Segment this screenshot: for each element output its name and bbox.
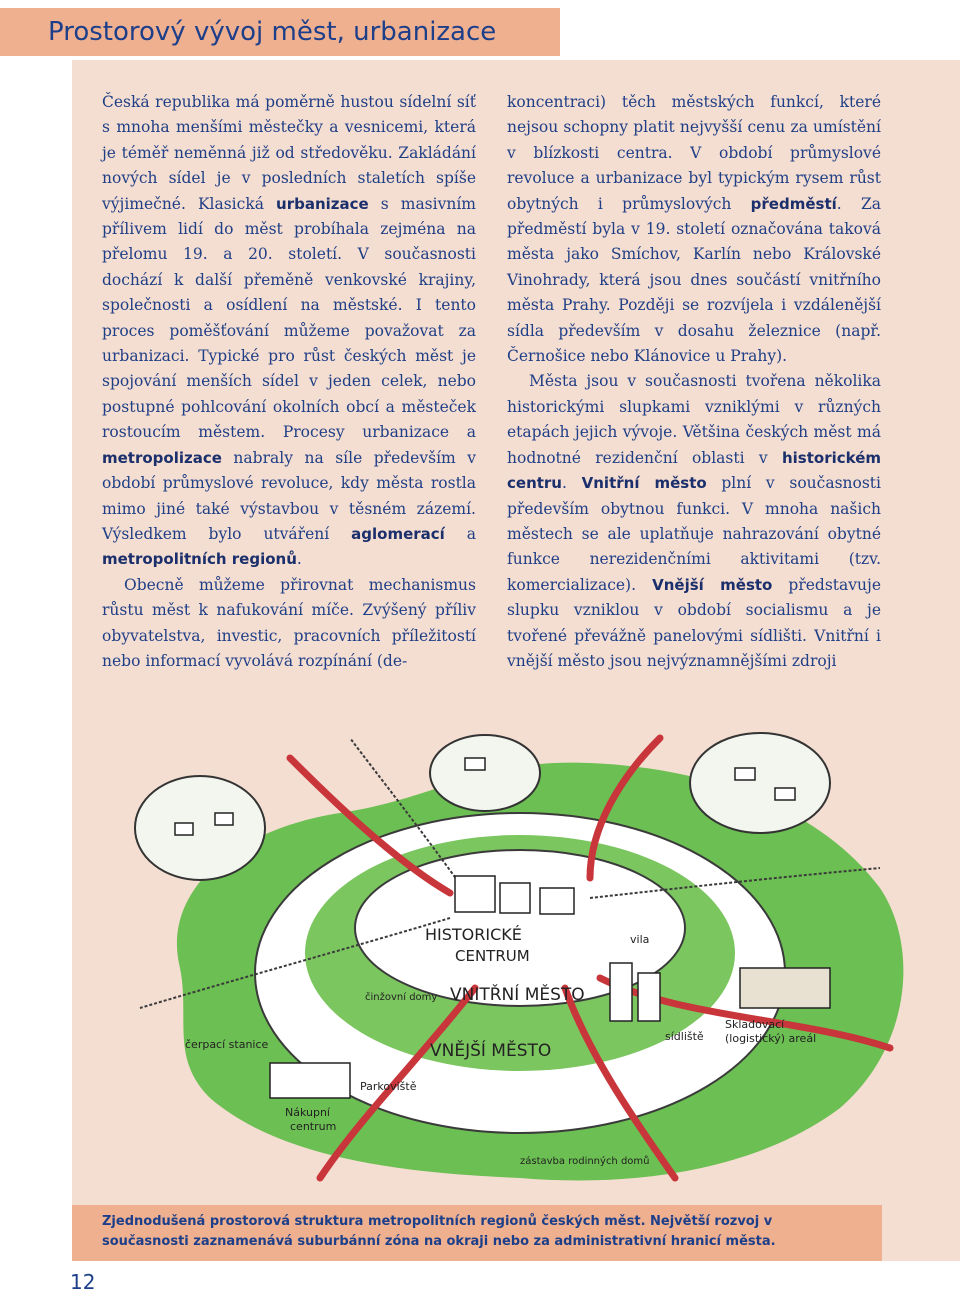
paragraph	[507, 369, 881, 674]
right-column	[507, 90, 881, 674]
keyword-vnitrni-mesto: Vnitřní město	[581, 474, 707, 493]
label-cerpaci-stanice: čerpací stanice	[185, 1038, 269, 1051]
text-run: .	[562, 474, 582, 493]
house	[775, 788, 795, 800]
satellite-settlement	[135, 776, 265, 880]
shopping-centre	[270, 1063, 350, 1098]
keyword-urbanizace: urbanizace	[276, 194, 369, 213]
panel-block	[610, 963, 632, 1021]
text-run: nabraly na síle především v období průmyslové revoluce, kdy města rostla mimo jiné také výstavbou v těsném zázemí. Výsledkem bylo utváření	[102, 448, 476, 543]
label-logisticky-areal: (logistický) areál	[725, 1032, 817, 1045]
label-centrum-nakupni: centrum	[290, 1120, 337, 1133]
paragraph	[102, 90, 476, 573]
text-run: plní v současnosti především obytnou funkci. V mnoha našich městech se ale uplatňuje nahrazování obytné funkce nerezidenčními aktivitami (tzv. komercializace).	[507, 474, 881, 594]
text-run: představuje slupku vzniklou v období socialismu a je tvořené převážně panelovými sídlišti. Vnitřní i vnější město jsou nejvýznamnějšími zdroji	[507, 575, 881, 670]
label-vnitrni-mesto: VNITŘNÍ MĚSTO	[450, 985, 585, 1005]
keyword-aglomeraci: aglomerací	[351, 524, 445, 543]
house	[215, 813, 233, 825]
warehouse	[740, 968, 830, 1008]
paragraph	[507, 90, 881, 369]
text-run: Česká republika má poměrně hustou sídelní síť s mnoha menšími městečky a vesnicemi, která je téměř neměnná již od středověku. Zakládání nových sídel je v posledních staletích spíše výjimečné. Klasická	[102, 93, 476, 213]
page-title: Prostorový vývoj měst, urbanizace	[48, 17, 497, 47]
keyword-vnejsi-mesto: Vnější město	[652, 575, 773, 594]
text-run: Města jsou v současnosti tvořena několika historickými slupkami vzniklými v různých etapách jejich vývoje. Většina českých měst má hodnotné rezidenční oblasti v	[507, 372, 881, 467]
figure-caption: Zjednodušená prostorová struktura metropolitních regionů českých měst. Největší rozvoj v současnosti zaznamenává suburbánní zóna na okraji nebo za administrativní hranicí města.	[102, 1214, 776, 1249]
historic-building	[540, 888, 574, 914]
historic-building	[500, 883, 530, 913]
label-sidliste: sídliště	[665, 1030, 704, 1043]
keyword-metropolitnich-regionu: metropolitních regionů	[102, 550, 297, 569]
city-structure-illustration	[120, 718, 920, 1188]
satellite-settlement	[430, 735, 540, 811]
house	[175, 823, 193, 835]
text-run: .	[296, 550, 302, 569]
left-column	[102, 90, 476, 674]
panel-block	[638, 973, 660, 1021]
historic-building	[455, 876, 495, 912]
text-run: a	[444, 524, 476, 543]
text-run: . Za předměstí byla v 19. století označována taková města jako Smíchov, Karlín nebo Královské Vinohrady, která jsou dnes součástí vnitřního města Prahy. Později se rozvíjela i vzdálenější sídla především v dosahu železnice (např. Černošice nebo Klánovice u Prahy).	[507, 194, 881, 366]
satellite-settlement	[690, 733, 830, 833]
label-zastavba-rodinnych-domu: zástavba rodinných domů	[520, 1156, 650, 1167]
label-cinzovni-domy: činžovní domy	[365, 992, 438, 1003]
keyword-metropolizace: metropolizace	[102, 448, 222, 467]
text-run: s masivním přílivem lidí do měst probíhala zejména na přelomu 19. a 20. století. V současnosti dochází k další přeměně venkovské krajiny, společnosti a osídlení na městské. I tento proces poměšťování můžeme považovat za urbanizaci. Typické pro růst českých měst je spojování menších sídel v jeden celek, nebo postupné pohlcování okolních obcí a městeček rostoucím městem. Procesy urbanizace a	[102, 194, 476, 442]
house	[465, 758, 485, 770]
label-historicke: HISTORICKÉ	[425, 925, 522, 944]
text-run: koncentraci) těch městských funkcí, které nejsou schopny platit nejvyšší cenu za umístění v blízkosti centra. V období průmyslové revoluce a urbanizace byl typickým rysem růst obytných i průmyslových	[507, 93, 881, 213]
label-vnejsi-mesto: VNĚJŠÍ MĚSTO	[430, 1041, 552, 1061]
label-vila: vila	[630, 933, 650, 946]
illustration-svg	[120, 718, 920, 1188]
label-parkoviste: Parkoviště	[360, 1080, 417, 1093]
label-centrum: CENTRUM	[455, 947, 530, 965]
house	[735, 768, 755, 780]
label-skladovaci: Skladovací	[725, 1018, 785, 1031]
paragraph: Obecně můžeme přirovnat mechanismus růstu měst k nafukování míče. Zvýšený příliv obyvatelstva, investic, pracovních příležitostí nebo informací vyvolává rozpínání (de-	[102, 575, 476, 670]
keyword-predmesti: předměstí	[750, 194, 837, 213]
page-number: 12	[70, 1270, 96, 1294]
label-nakupni: Nákupní	[285, 1106, 330, 1119]
keyword-historicke-centrum: historickém centru	[507, 448, 881, 493]
